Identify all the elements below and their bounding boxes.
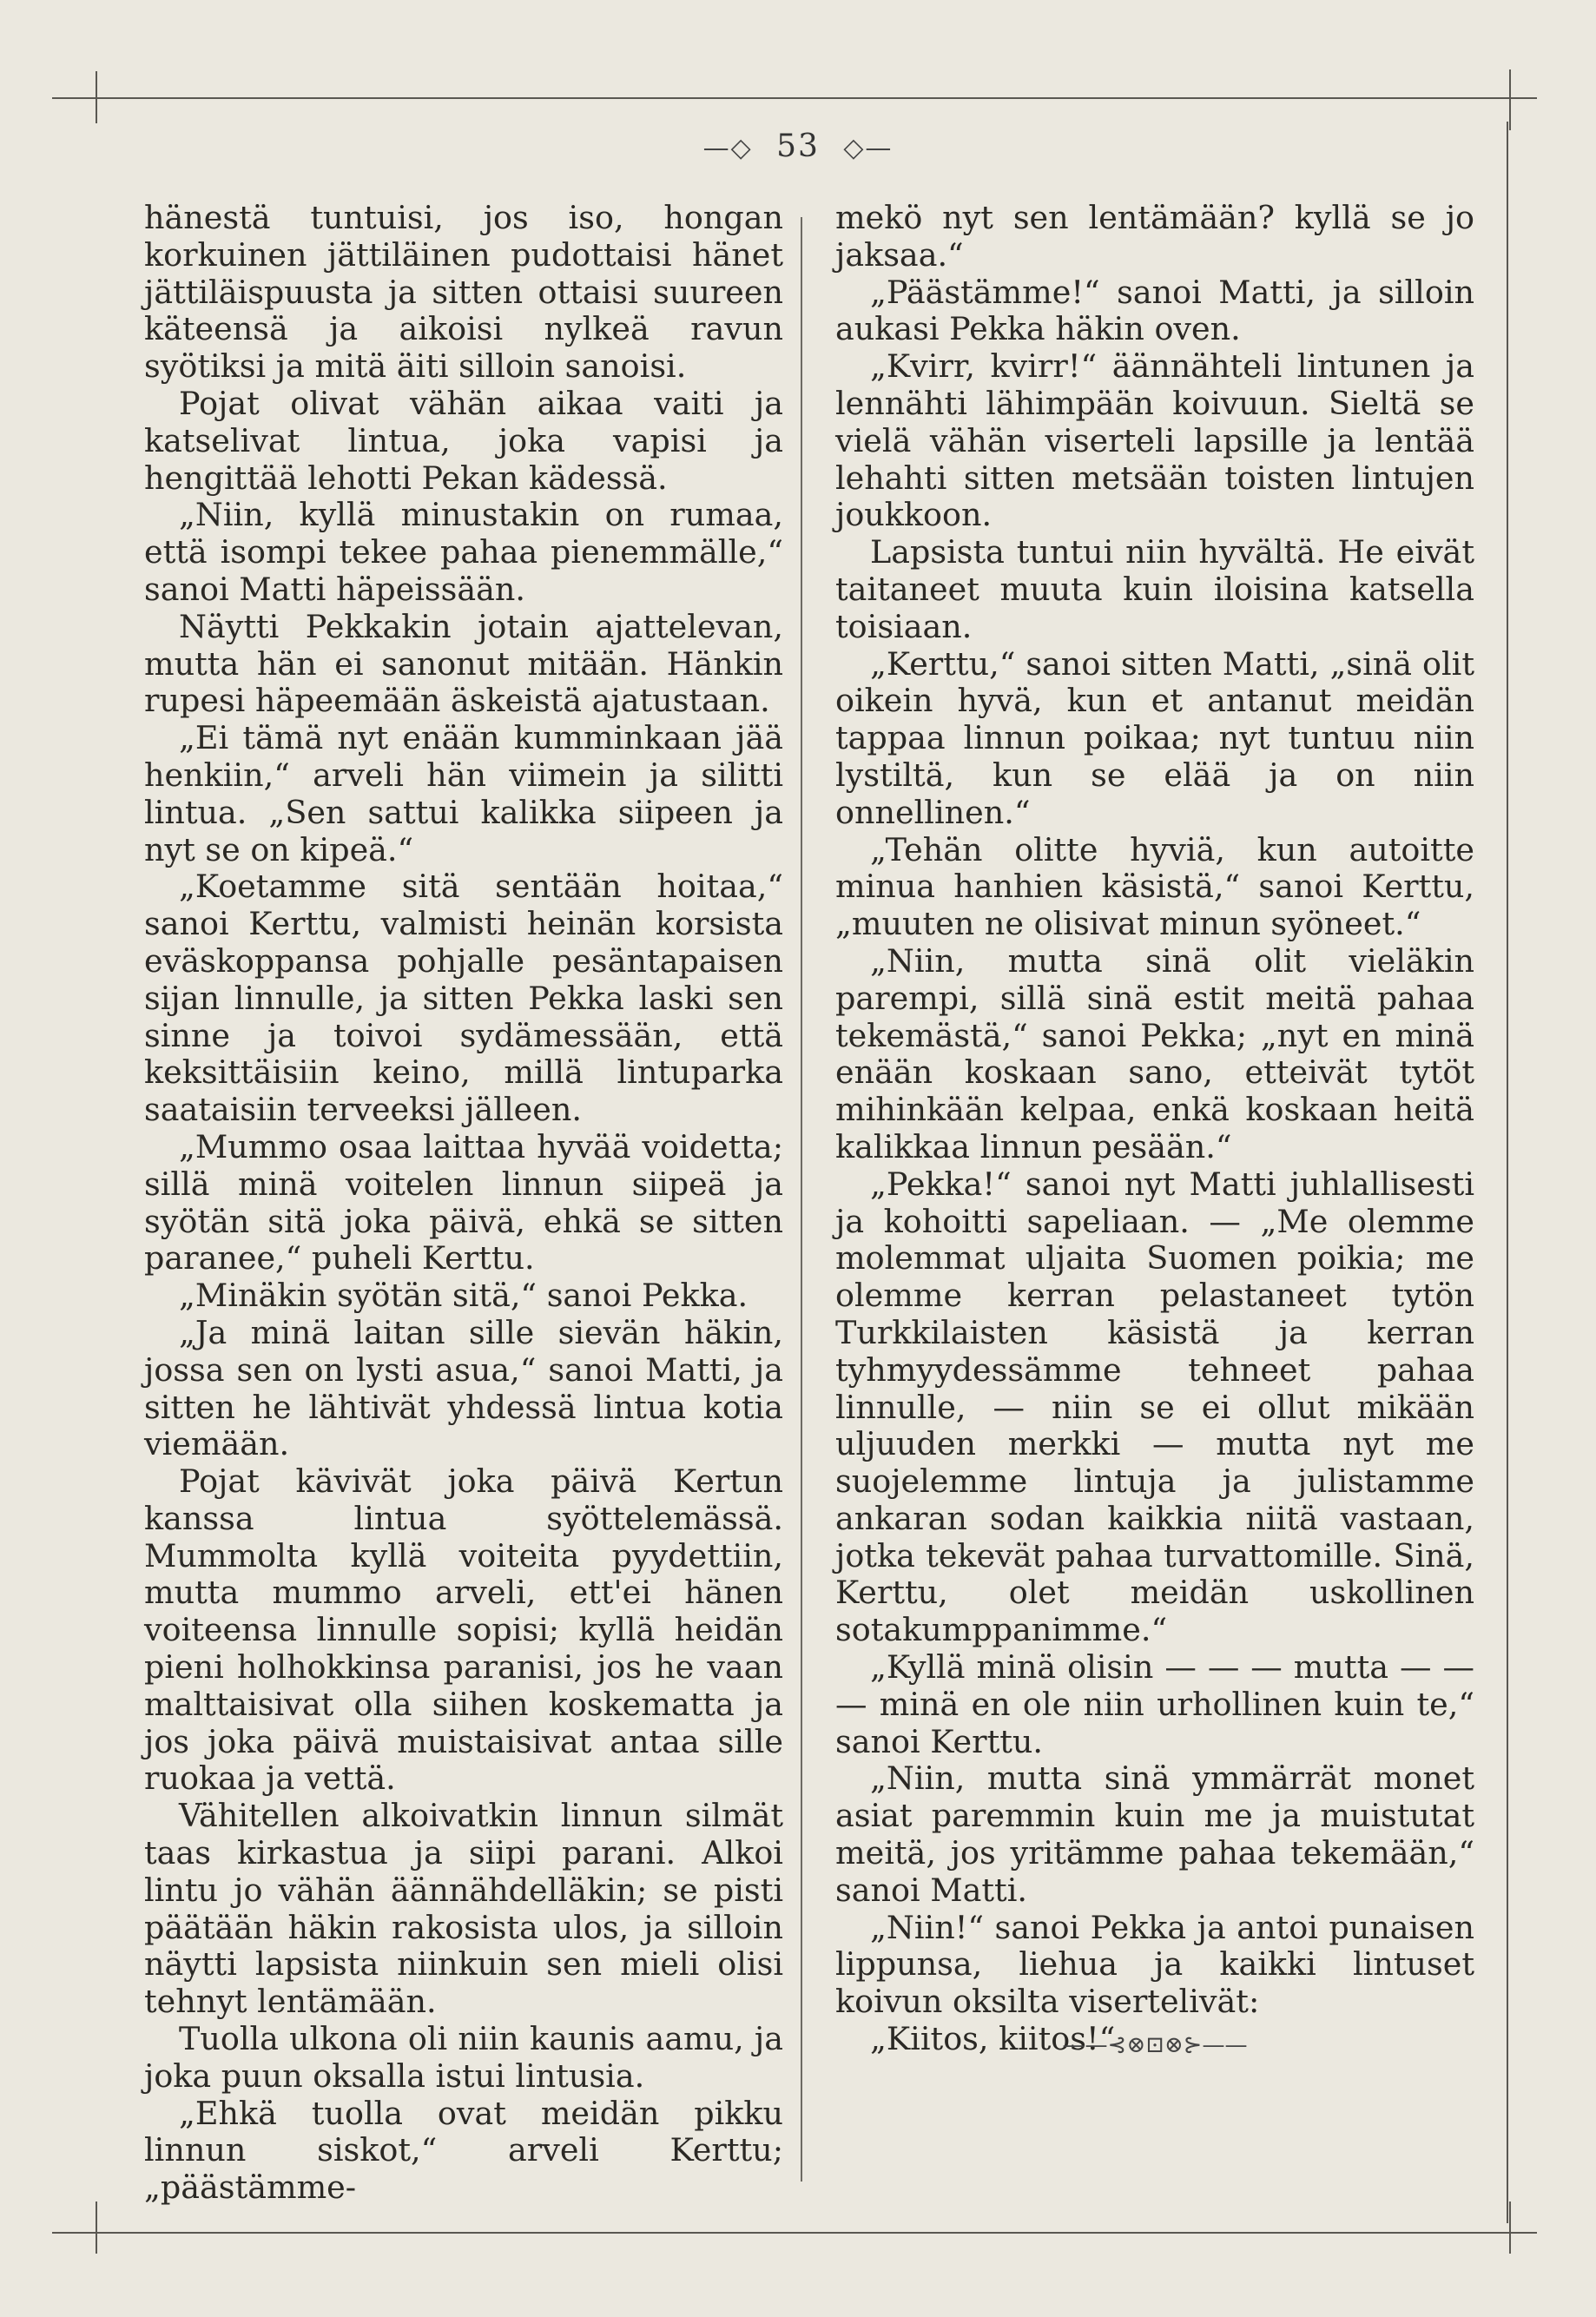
right-column (835, 200, 1474, 2058)
paragraph: „Päästämme!“ sanoi Matti, ja silloin aukasi Pekka häkin oven. (835, 273, 1474, 348)
page-number: 53 (776, 129, 820, 164)
paragraph: „Minäkin syötän sitä,“ sanoi Pekka. (179, 1277, 749, 1315)
right-edge-line (1507, 122, 1508, 2223)
top-left-crop-vertical (96, 71, 97, 123)
paragraph: „Ehkä tuolla ovat meidän pikku linnun siskot,“ arveli Kerttu; „päästämme- (144, 2094, 783, 2207)
paragraph: „Niin, mutta sinä ymmärrät monet asiat paremmin kuin me ja muistutat meitä, jos yritämme pahaa tekemään,“ sanoi Matti. (835, 1759, 1474, 1909)
paragraph: mekö nyt sen lentämään? kyllä se jo jaksaa.“ (835, 199, 1474, 274)
paragraph: „Niin!“ sanoi Pekka ja antoi punaisen lippunsa, liehua ja kaikki lintuset koivun oksilta visertelivät: (835, 1908, 1474, 2021)
paragraph: hänestä tuntuisi, jos iso, hongan korkuinen jättiläinen pudottaisi hänet jättiläispuusta ja sitten ottaisi suureen käteensä ja aikoisi nylkeä ravun syötiksi ja mitä äiti silloin sanoisi. (144, 199, 783, 386)
page-header (0, 129, 1596, 164)
paragraph: „Niin, kyllä minustakin on rumaa, että isompi tekee pahaa pienemmälle,“ sanoi Matti häpeissään. (144, 496, 783, 608)
column-divider (801, 217, 802, 2182)
paragraph: „Pekka!“ sanoi nyt Matti juhlallisesti ja kohoitti sapeliaan. — „Me olemme molemmat uljaita Suomen poikia; me olemme kerran pelastaneet tytön Turkkilaisten käsistä ja kerran tyhmyydessämme tehneet pahaa linnulle, — niin se ei ollut mikään uljuuden merkki — mutta nyt me suojelemme lintuja ja julistamme ankaran sodan kaikkia niitä vastaan, jotka tekevät pahaa turvattomille. Sinä, Kerttu, olet meidän uskollinen sotakumppanimme.“ (835, 1165, 1474, 1649)
left-column (144, 200, 783, 2207)
paragraph: „Mummo osaa laittaa hyvää voidetta; sillä minä voitelen linnun siipeä ja syötän sitä joka päivä, ehkä se sitten paranee,“ puheli Kerttu. (144, 1127, 783, 1277)
paragraph: Vähitellen alkoivatkin linnun silmät taas kirkastua ja siipi parani. Alkoi lintu jo vähän äännähdelläkin; se pisti päätään häkin rakosista ulos, ja silloin näytti lapsista niinkuin sen mieli olisi tehnyt lentämään. (144, 1797, 783, 2021)
end-ornament: ——⊰⊗⊡⊗⊱—— (1062, 2032, 1248, 2058)
bottom-crop-line (52, 2232, 1537, 2234)
paragraph: „Ei tämä nyt enään kumminkaan jää henkiin,“ arveli hän viimein ja silitti lintua. „Sen sattui kalikka siipeen ja nyt se on kipeä.“ (144, 719, 783, 868)
header-ornament-left: —◇ (702, 133, 753, 163)
paragraph: „Kerttu,“ sanoi sitten Matti, „sinä olit oikein hyvä, kun et antanut meidän tappaa linnun poikaa; nyt tuntuu niin lystiltä, kun se elää ja on niin onnellinen.“ (835, 644, 1474, 831)
paragraph: „Ja minä laitan sille sievän häkin, jossa sen on lysti asua,“ sanoi Matti, ja sitten he lähtivät yhdessä lintua kotia viemään. (144, 1313, 783, 1463)
header-ornament-right: ◇— (843, 133, 894, 163)
top-right-crop-vertical (1509, 69, 1511, 130)
paragraph: „Kiitos, kiitos!“ (870, 2020, 1116, 2058)
paragraph: „Kvirr, kvirr!“ äännähteli lintunen ja lennähti lähimpään koivuun. Sieltä se vielä vähän viserteli lapsille ja lentää lehahti sitten metsään toisten lintujen joukkoon. (835, 347, 1474, 534)
paragraph: „Niin, mutta sinä olit vieläkin parempi, sillä sinä estit meitä pahaa tekemästä,“ sanoi Pekka; „nyt en minä enään koskaan sano, etteivät tytöt mihinkään kelpaa, enkä koskaan heitä kalikkaa linnun pesään.“ (835, 941, 1474, 1165)
paragraph: Tuolla ulkona oli niin kaunis aamu, ja joka puun oksalla istui lintusia. (144, 2020, 783, 2095)
paragraph: „Kyllä minä olisin — — — mutta — — — minä en ole niin urhollinen kuin te,“ sanoi Kerttu. (835, 1648, 1474, 1760)
paragraph: „Koetamme sitä sentään hoitaa,“ sanoi Kerttu, valmisti heinän korsista eväskoppansa pohjalle pesäntapaisen sijan linnulle, ja sitten Pekka laski sen sinne ja toivoi sydämessään, että keksittäisiin keino, millä lintuparka saataisiin terveeksi jälleen. (144, 868, 783, 1129)
paragraph: Näytti Pekkakin jotain ajattelevan, mutta hän ei sanonut mitään. Hänkin rupesi häpeemään äskeistä ajatustaan. (144, 607, 783, 720)
bottom-right-crop-vertical (1509, 2201, 1511, 2254)
paragraph: Pojat kävivät joka päivä Kertun kanssa lintua syöttelemässä. Mummolta kyllä voiteita pyydettiin, mutta mummo arveli, ett'ei hänen voiteensa linnulle sopisi; kyllä heidän pieni holhokkinsa paranisi, jos he vaan malttaisivat olla siihen koskematta ja jos joka päivä muistaisivat antaa sille ruokaa ja vettä. (144, 1462, 783, 1798)
bottom-left-crop-vertical (96, 2201, 97, 2254)
paragraph: Lapsista tuntui niin hyvältä. He eivät taitaneet muuta kuin iloisina katsella toisiaan. (835, 533, 1474, 645)
paragraph: Pojat olivat vähän aikaa vaiti ja katselivat lintua, joka vapisi ja hengittää lehotti Pekan kädessä. (144, 384, 783, 497)
paragraph: „Tehän olitte hyviä, kun autoitte minua hanhien käsistä,“ sanoi Kerttu, „muuten ne olisivat minun syöneet.“ (835, 830, 1474, 943)
top-crop-line (52, 97, 1537, 99)
